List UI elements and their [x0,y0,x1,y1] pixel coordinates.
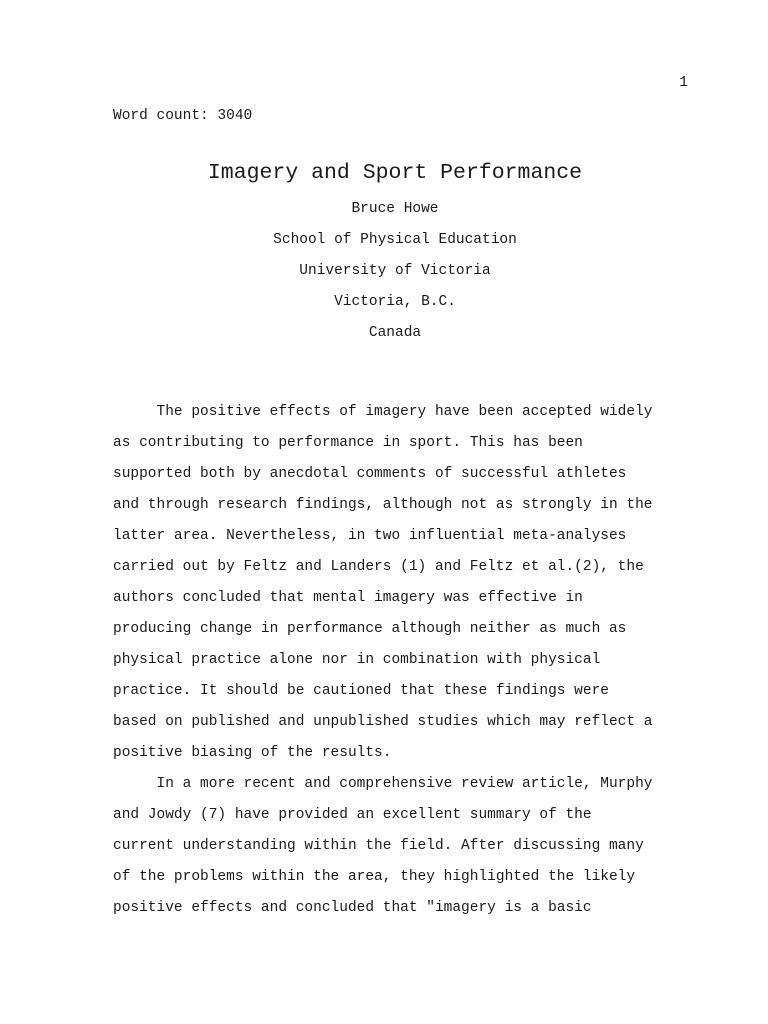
text-line: latter area. Nevertheless, in two influential meta-analyses [113,528,627,544]
text-line: and through research findings, although not as strongly in the [113,497,653,513]
text-line: supported both by anecdotal comments of successful athletes [113,466,627,482]
body-text [113,402,693,929]
text-line: practice. It should be cautioned that these findings were [113,683,609,699]
text-line: of the problems within the area, they highlighted the likely [113,869,636,885]
text-line: as contributing to performance in sport. This has been [113,435,583,451]
text-line: In a more recent and comprehensive review article, Murphy [113,776,653,792]
text-line: positive effects and concluded that "imagery is a basic [113,900,592,916]
text-line: physical practice alone nor in combination with physical [113,652,601,668]
affiliation-country: Canada [368,325,422,341]
text-line: carried out by Feltz and Landers (1) and Feltz et al.(2), the [113,559,644,575]
word-count: Word count: 3040 [113,108,253,124]
author-block [0,199,768,354]
affiliation-school: School of Physical Education [273,232,517,248]
text-line: The positive effects of imagery have been accepted widely [113,404,653,420]
affiliation-city: Victoria, B.C. [334,294,456,310]
text-line: and Jowdy (7) have provided an excellent summary of the [113,807,592,823]
paragraph [113,402,693,774]
text-line: authors concluded that mental imagery was effective in [113,590,583,606]
affiliation-university: University of Victoria [299,263,491,279]
page-number: 1 [679,75,688,91]
text-line: current understanding within the field. After discussing many [113,838,644,854]
text-line: based on published and unpublished studies which may reflect a [113,714,653,730]
text-line: positive biasing of the results. [113,745,392,761]
author-name: Bruce Howe [351,201,439,217]
document-title: Imagery and Sport Performance [207,161,583,185]
paragraph [113,774,693,929]
text-line: producing change in performance although neither as much as [113,621,627,637]
